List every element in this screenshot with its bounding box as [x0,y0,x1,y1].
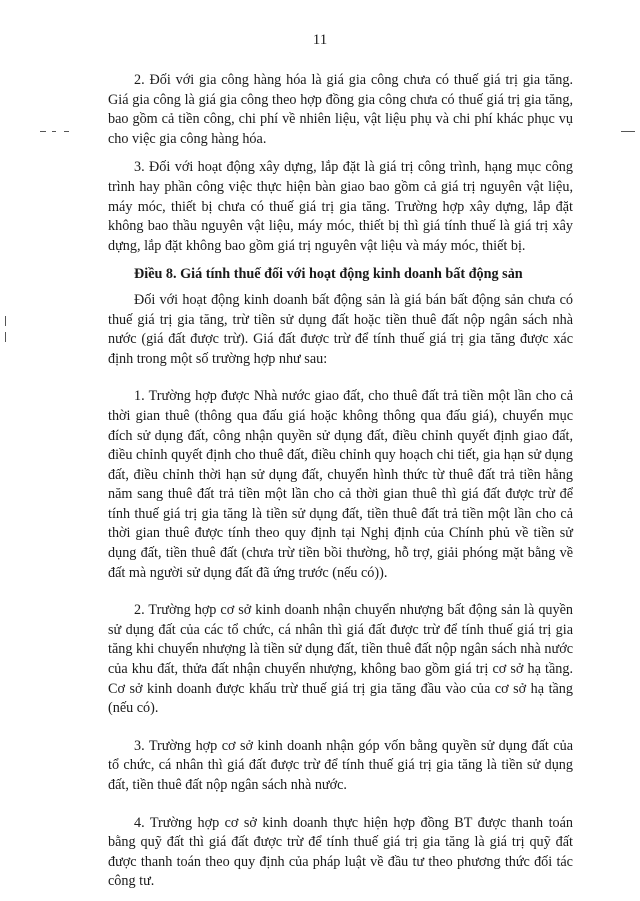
paragraph: 2. Đối với gia công hàng hóa là giá gia công chưa có thuế giá trị gia tăng. Giá gia công là giá gia công theo hợp đồng gia công chưa có thuế giá trị gia tăng, bao gồm cả tiền công, chi phí về nhiên liệu, vật liệu phụ và chi phí khác phục vụ cho việc gia công hàng hóa. [108,72,573,147]
paragraph: 3. Đối với hoạt động xây dựng, lắp đặt là giá trị công trình, hạng mục công trình hay phần công việc thực hiện bàn giao bao gồm cả giá trị nguyên vật liệu, máy móc, thiết bị chưa có thuế giá trị gia tăng. Trường hợp xây dựng, lắp đặt không bao thầu nguyên vật liệu, máy móc, thiết bị thì giá tính thuế là giá trị xây dựng, lắp đặt không bao gồm giá trị nguyên vật liệu và máy móc, thiết bị. [108,159,573,254]
scan-mark-left [52,131,56,132]
page-number: 11 [312,32,328,48]
scan-mark-left [64,131,69,132]
scan-mark-right [621,131,635,132]
document-body [108,71,573,901]
article-item: 2. Trường hợp cơ sở kinh doanh nhận chuyển nhượng bất động sản là quyền sử dụng đất của các tổ chức, cá nhân thì giá đất được trừ để tính thuế giá trị gia tăng khi chuyển nhượng là tiền sử dụng đất, tiền thuê đất nộp ngân sách nhà nước của khu đất, thửa đất nhận chuyển nhượng, không bao gồm giá trị cơ sở hạ tầng. Cơ sở kinh doanh được khấu trừ thuế giá trị gia tăng đầu vào của cơ sở hạ tầng (nếu có). [108,602,573,717]
scan-mark-left [5,332,6,342]
article-item: 1. Trường hợp được Nhà nước giao đất, cho thuê đất trả tiền một lần cho cả thời gian thuê (thông qua đấu giá hoặc không thông qua đấu giá), chuyển mục đích sử dụng đất, công nhận quyền sử dụng đất, điều chỉnh quyết định giao đất, điều chỉnh quyết định cho thuê đất, điều chỉnh quy hoạch chi tiết, gia hạn sử dụng đất, điều chỉnh thời hạn sử dụng đất, chuyển hình thức từ thuê đất trả tiền hằng năm sang thuê đất trả tiền một lần cho cả thời gian thuê thì giá đất được trừ để tính thuế giá trị gia tăng là tiền sử dụng đất, tiền thuê đất trả tiền một lần cho cả thời gian thuê được tính theo quy định tại Nghị định của Chính phủ về tiền sử dụng đất, tiền thuê đất (chưa trừ tiền bồi thường, hỗ trợ, giải phóng mặt bằng về đất mà người sử dụng đất đã ứng trước (nếu có)). [108,388,573,581]
scan-mark-left [5,316,6,326]
scan-mark-left [40,131,46,132]
article-heading: Điều 8. Giá tính thuế đối với hoạt động kinh doanh bất động sản [134,266,523,283]
article-intro: Đối với hoạt động kinh doanh bất động sản là giá bán bất động sản chưa có thuế giá trị gia tăng, trừ tiền sử dụng đất hoặc tiền thuê đất nộp ngân sách nhà nước (giá đất được trừ). Giá đất được trừ để tính thuế giá trị gia tăng được xác định trong một số trường hợp như sau: [108,291,573,367]
article-item: 4. Trường hợp cơ sở kinh doanh thực hiện hợp đồng BT được thanh toán bằng quỹ đất thì giá đất được trừ để tính thuế giá trị gia tăng là giá trị quỹ đất được thanh toán theo quy định của pháp luật về đầu tư theo phương thức đối tác công tư. [108,814,573,890]
article-item: 3. Trường hợp cơ sở kinh doanh nhận góp vốn bằng quyền sử dụng đất của tổ chức, cá nhân thì giá đất được trừ để tính thuế giá trị gia tăng là tiền sử dụng đất, tiền thuê đất nộp ngân sách nhà nước. [108,737,573,793]
